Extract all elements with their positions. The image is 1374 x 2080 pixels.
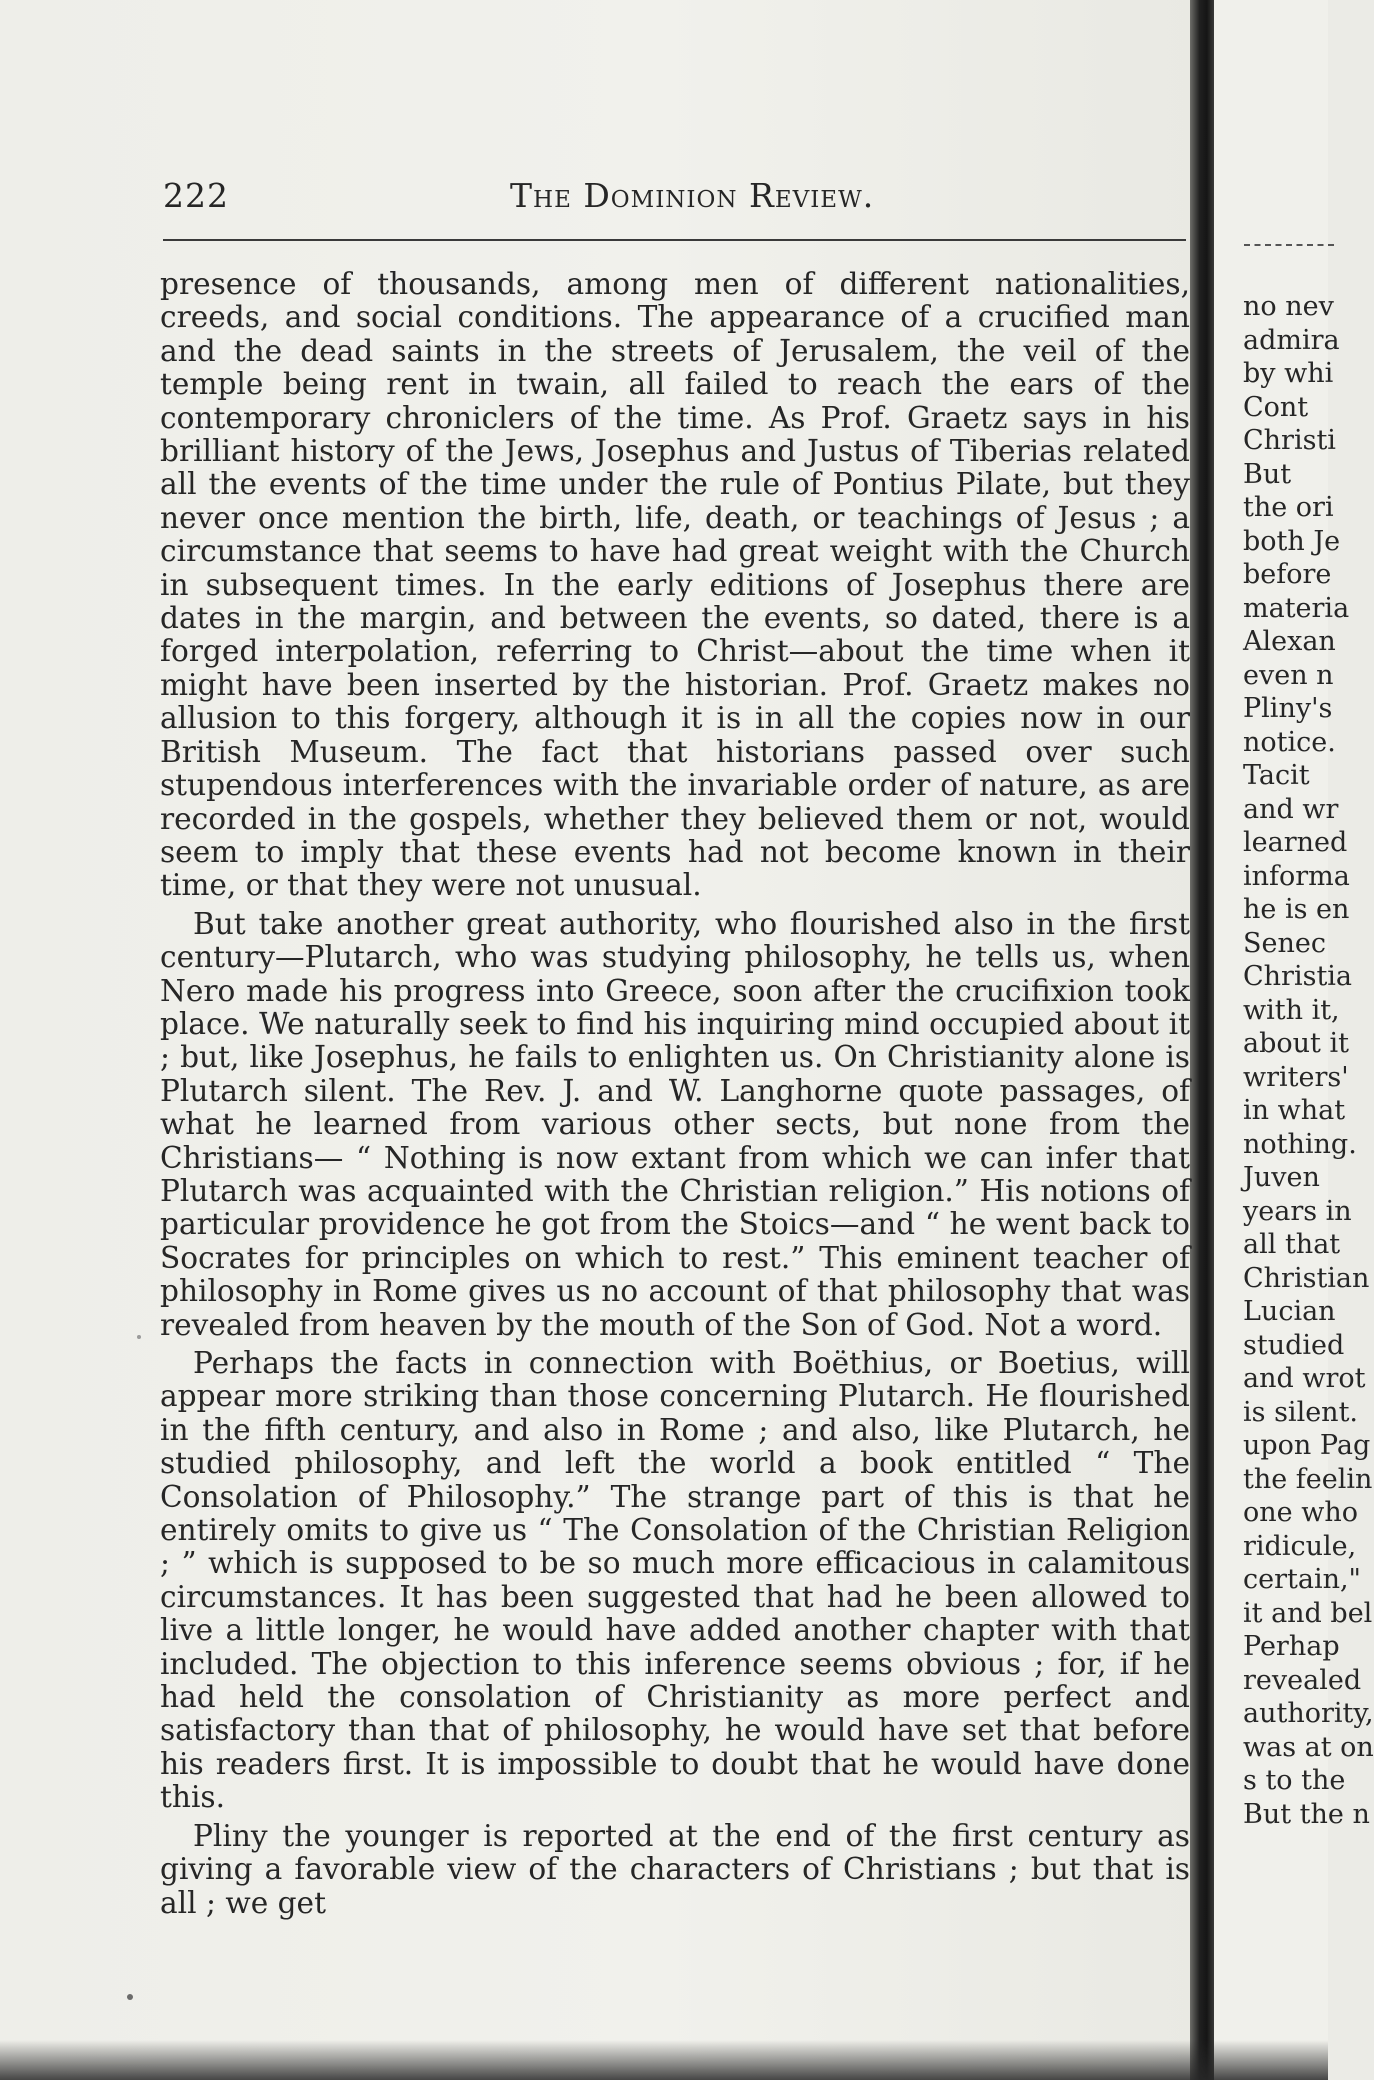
facing-page-line: in what bbox=[1243, 1095, 1346, 1126]
facing-page-line: ridicule, bbox=[1243, 1530, 1357, 1562]
facing-page-line: Perhap bbox=[1243, 1631, 1340, 1662]
facing-page-line: certain," bbox=[1243, 1564, 1361, 1595]
facing-page-line: Pliny's bbox=[1243, 693, 1333, 724]
facing-page-rule bbox=[1244, 244, 1334, 246]
book-gutter bbox=[1190, 0, 1214, 2080]
paragraph-4: Pliny the younger is reported at the end of the first century as giving a favorable view of the characters of Christians ; but that is all ; we get bbox=[160, 1818, 1190, 1920]
facing-page-line: both Je bbox=[1243, 525, 1341, 557]
facing-page-line: about it bbox=[1243, 1028, 1349, 1059]
facing-page-line: s to the bbox=[1243, 1765, 1346, 1796]
facing-page-line: Juven bbox=[1243, 1162, 1320, 1193]
facing-page-line: with it, bbox=[1243, 994, 1340, 1026]
facing-page-line: writers' bbox=[1243, 1061, 1349, 1093]
facing-page-line: is silent. bbox=[1243, 1396, 1359, 1428]
facing-page-line: learned bbox=[1243, 827, 1348, 858]
page-number: 222 bbox=[163, 176, 229, 215]
facing-page-line: by whi bbox=[1243, 358, 1334, 389]
paper-speck bbox=[127, 1994, 133, 2000]
facing-page-line: Christian bbox=[1243, 1262, 1370, 1294]
facing-page-line: revealed bbox=[1243, 1664, 1362, 1696]
facing-page-line: the ori bbox=[1243, 492, 1334, 523]
facing-page-line: was at on bbox=[1243, 1731, 1374, 1763]
paragraph-3: Perhaps the facts in connection with Boëthius, or Boetius, will appear more striking than those concerning Plutarch. He flourished in the fifth century, and also in Rome ; and also, like Plutarch, he studied philosophy, and left the world a book entitled “ The Consolation of Philosophy.” The strange part of this is that he entirely omits to give us “ The Consolation of the Christian Religion ; ” which is supposed to be so much more efficacious in calamitous circumstances. It has been suggested that had he been allowed to live a little longer, he would have added another chapter with that included. The objection to this inference seems obvious ; for, if he had held the consolation of Christianity as more perfect and satisfactory than that of philosophy, he would have set that before his readers first. It is impossible to doubt that he would have done this. bbox=[160, 1346, 1190, 1815]
facing-page-line: and wrot bbox=[1243, 1363, 1366, 1394]
facing-page-line: authority, bbox=[1243, 1698, 1374, 1729]
facing-page-line: Cont bbox=[1243, 391, 1309, 423]
facing-page-line: admira bbox=[1243, 324, 1340, 356]
running-title: The Dominion Review. bbox=[510, 176, 875, 215]
page-header bbox=[163, 170, 1183, 220]
facing-page-line: no nev bbox=[1243, 291, 1334, 322]
facing-page-line: even n bbox=[1243, 659, 1334, 691]
facing-page-line: Christia bbox=[1243, 961, 1353, 992]
facing-page-line: before bbox=[1243, 559, 1332, 590]
paragraph-2: But take another great authority, who flourished also in the first century—Plutarch, who was studying philosophy, he tells us, when Nero made his progress into Greece, soon after the crucifixion took place. We naturally seek to find his inquiring mind occupied about it ; but, like Josephus, he fails to enlighten us. On Christianity alone is Plutarch silent. The Rev. J. and W. Langhorne quote passages, of what he learned from various other sects, but none from the Christians— “ Nothing is now extant from which we can infer that Plutarch was acquainted with the Christian religion.” His notions of particular providence he got from the Stoics—and “ he went back to Socrates for principles on which to rest.” This eminent teacher of philosophy in Rome gives us no account of that philosophy that was revealed from heaven by the mouth of the Son of God. Not a word. bbox=[160, 906, 1190, 1342]
facing-page-line: all that bbox=[1243, 1229, 1341, 1260]
facing-page-line: Christi bbox=[1243, 425, 1336, 456]
facing-page-line: years in bbox=[1243, 1195, 1352, 1227]
facing-page-line: Alexan bbox=[1243, 626, 1336, 657]
facing-page-line: notice. bbox=[1243, 726, 1336, 758]
facing-page-line: nothing. bbox=[1243, 1128, 1357, 1160]
facing-page-line: informa bbox=[1243, 860, 1350, 892]
facing-page-line: upon Pag bbox=[1243, 1430, 1371, 1461]
paper-speck bbox=[137, 1335, 141, 1339]
facing-page-line: the feelin bbox=[1243, 1463, 1373, 1495]
facing-page-line: one who bbox=[1243, 1497, 1358, 1528]
facing-page-line: Tacit bbox=[1243, 760, 1310, 791]
paragraph-1: presence of thousands, among men of different nationalities, creeds, and social conditions. The appearance of a crucified man and the dead saints in the streets of Jerusalem, the veil of the temple being rent in twain, all failed to reach the ears of the contemporary chroniclers of the time. As Prof. Graetz says in his brilliant history of the Jews, Josephus and Justus of Tiberias related all the events of the time under the rule of Pontius Pilate, but they never once mention the birth, life, death, or teachings of Jesus ; a circumstance that seems to have had great weight with the Church in subsequent times. In the early editions of Josephus there are dates in the margin, and between the events, so dated, there is a forged interpolation, referring to Christ—about the time when it might have been inserted by the historian. Prof. Graetz makes no allusion to this forgery, although it is in all the copies now in our British Museum. The fact that historians passed over such stupendous interferences with the invariable order of nature, as are recorded in the gospels, whether they believed them or not, would seem to imply that these events had not become known in their time, or that they were not unusual. bbox=[160, 267, 1190, 903]
bottom-shadow bbox=[0, 2040, 1328, 2080]
facing-page-line: But bbox=[1243, 458, 1292, 490]
facing-page-line: and wr bbox=[1243, 793, 1339, 825]
facing-page-line: But the n bbox=[1243, 1798, 1370, 1830]
facing-page-line: Lucian bbox=[1243, 1296, 1336, 1327]
facing-page-text bbox=[1243, 290, 1374, 1831]
facing-page-line: it and bel bbox=[1243, 1597, 1373, 1629]
facing-page-line: studied bbox=[1243, 1329, 1345, 1361]
facing-page-line: materia bbox=[1243, 592, 1350, 624]
article-body bbox=[160, 268, 1190, 1920]
header-rule bbox=[163, 239, 1186, 241]
facing-page-line: he is en bbox=[1243, 894, 1350, 925]
facing-page-line: Senec bbox=[1243, 927, 1326, 959]
